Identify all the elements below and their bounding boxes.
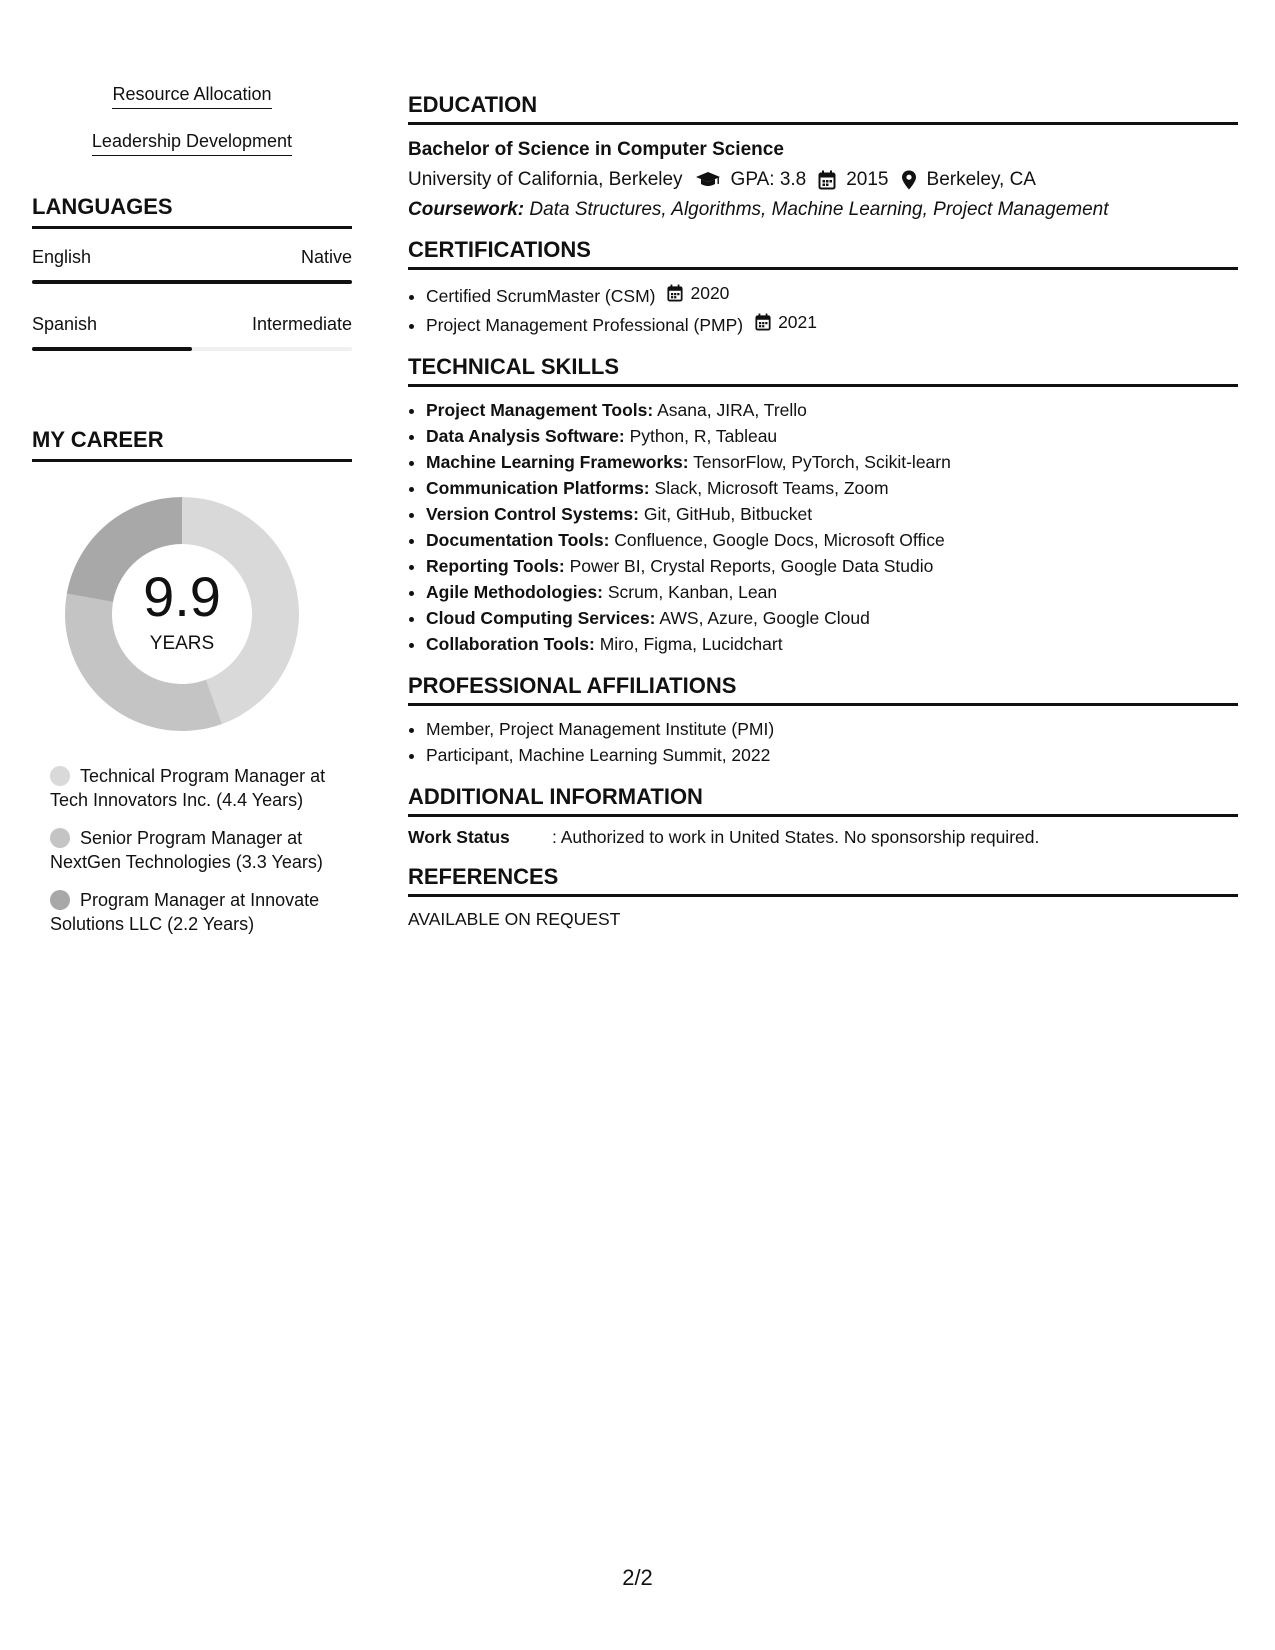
references-heading: REFERENCES <box>408 864 1238 897</box>
school-location: Berkeley, CA <box>926 169 1036 190</box>
certification-name: Certified ScrumMaster (CSM) <box>426 286 656 306</box>
work-status-value: : Authorized to work in United States. No sponsorship required. <box>552 827 1040 847</box>
skill-category: Machine Learning Frameworks: <box>426 452 689 472</box>
language-name: Spanish <box>32 314 98 334</box>
degree: Bachelor of Science in Computer Science <box>408 139 784 160</box>
language-english <box>32 247 352 284</box>
skill-category: Communication Platforms: <box>426 478 650 498</box>
career-section <box>32 427 352 936</box>
main-content <box>408 92 1238 946</box>
skill-item <box>426 501 1238 527</box>
skill-values: Scrum, Kanban, Lean <box>607 582 778 602</box>
legend-label: Technical Program Manager at Tech Innovators Inc. (4.4 Years) <box>50 766 326 810</box>
graduation-year: 2015 <box>846 169 889 190</box>
certification-item <box>426 309 1238 338</box>
skill-values: Python, R, Tableau <box>629 426 778 446</box>
graduation-cap-icon <box>695 171 721 189</box>
career-legend-item <box>50 888 330 936</box>
skill-tag: Leadership Development <box>32 131 352 156</box>
skill-category: Cloud Computing Services: <box>426 608 656 628</box>
language-level-bar <box>32 280 352 284</box>
legend-swatch <box>50 828 70 848</box>
additional-info-heading: ADDITIONAL INFORMATION <box>408 784 1238 817</box>
certifications-heading: CERTIFICATIONS <box>408 237 1238 270</box>
skill-item <box>426 423 1238 449</box>
education-details <box>408 169 1238 191</box>
technical-skills-list <box>408 397 1238 657</box>
skill-category: Collaboration Tools: <box>426 634 595 654</box>
language-level-bar <box>32 347 352 351</box>
technical-skills-section <box>408 354 1238 657</box>
certification-item <box>426 280 1238 309</box>
skill-category: Data Analysis Software: <box>426 426 625 446</box>
legend-swatch <box>50 766 70 786</box>
skill-values: Slack, Microsoft Teams, Zoom <box>654 478 889 498</box>
skill-values: Asana, JIRA, Trello <box>657 400 807 420</box>
work-status-label: Work Status <box>408 827 510 847</box>
skill-item <box>426 605 1238 631</box>
references-text: AVAILABLE ON REQUEST <box>408 909 621 929</box>
calendar-icon <box>818 170 836 190</box>
languages-heading: LANGUAGES <box>32 194 352 229</box>
career-legend-item <box>50 764 330 812</box>
skill-item <box>426 475 1238 501</box>
career-heading: MY CAREER <box>32 427 352 462</box>
affiliations-heading: PROFESSIONAL AFFILIATIONS <box>408 673 1238 706</box>
skill-item <box>426 449 1238 475</box>
languages-section <box>32 194 352 351</box>
skill-category: Version Control Systems: <box>426 504 639 524</box>
career-total-years: 9.9 <box>143 565 221 628</box>
certification-year: 2021 <box>778 312 818 332</box>
page-number: 2/2 <box>622 1565 653 1590</box>
calendar-icon <box>667 284 687 302</box>
education-heading: EDUCATION <box>408 92 1238 125</box>
skill-item <box>426 397 1238 423</box>
coursework-label: Coursework: <box>408 199 525 220</box>
certifications-section <box>408 237 1238 338</box>
skill-values: Git, GitHub, Bitbucket <box>643 504 813 524</box>
legend-label: Program Manager at Innovate Solutions LLC (2.2 Years) <box>50 890 320 934</box>
skill-tag: Resource Allocation <box>32 84 352 109</box>
skill-values: AWS, Azure, Google Cloud <box>659 608 870 628</box>
skill-item <box>426 527 1238 553</box>
certification-date <box>755 309 817 335</box>
affiliation-item: • Member, Project Management Institute (PMI) <box>426 716 1238 742</box>
coursework-list: Data Structures, Algorithms, Machine Learning, Project Management <box>529 199 1109 220</box>
legend-label: Senior Program Manager at NextGen Technologies (3.3 Years) <box>50 828 323 872</box>
career-unit: YEARS <box>149 633 215 654</box>
certification-name: Project Management Professional (PMP) <box>426 315 744 335</box>
technical-skills-heading: TECHNICAL SKILLS <box>408 354 1238 387</box>
additional-info-section <box>408 784 1238 848</box>
skill-values: Confluence, Google Docs, Microsoft Office <box>614 530 945 550</box>
calendar-icon <box>755 313 775 331</box>
certification-year: 2020 <box>690 283 730 303</box>
education-section <box>408 92 1238 221</box>
skill-category: Project Management Tools: <box>426 400 654 420</box>
language-level: Intermediate <box>251 314 352 334</box>
language-level: Native <box>300 247 352 267</box>
skill-category: Agile Methodologies: <box>426 582 603 602</box>
map-pin-icon <box>901 170 917 190</box>
skill-values: TensorFlow, PyTorch, Scikit-learn <box>693 452 951 472</box>
career-donut-chart <box>52 484 312 744</box>
affiliations-list <box>408 716 1238 768</box>
skill-item <box>426 579 1238 605</box>
gpa: GPA: 3.8 <box>730 169 807 190</box>
skill-category: Documentation Tools: <box>426 530 610 550</box>
affiliations-section <box>408 673 1238 768</box>
school-name: University of California, Berkeley <box>408 169 683 190</box>
skill-values: Miro, Figma, Lucidchart <box>599 634 783 654</box>
legend-swatch <box>50 890 70 910</box>
skill-item <box>426 553 1238 579</box>
certification-date <box>667 280 729 306</box>
language-spanish <box>32 314 352 351</box>
skill-values: Power BI, Crystal Reports, Google Data Studio <box>569 556 934 576</box>
references-section <box>408 864 1238 930</box>
career-legend-item <box>50 826 330 874</box>
affiliation-item: • Participant, Machine Learning Summit, 2022 <box>426 742 1238 768</box>
skill-category: Reporting Tools: <box>426 556 565 576</box>
sidebar <box>32 84 352 950</box>
coursework <box>408 199 1238 221</box>
certifications-list <box>408 280 1238 338</box>
skill-item <box>426 631 1238 657</box>
language-name: English <box>32 247 92 267</box>
career-legend <box>50 764 330 936</box>
work-status-row <box>408 827 1238 848</box>
